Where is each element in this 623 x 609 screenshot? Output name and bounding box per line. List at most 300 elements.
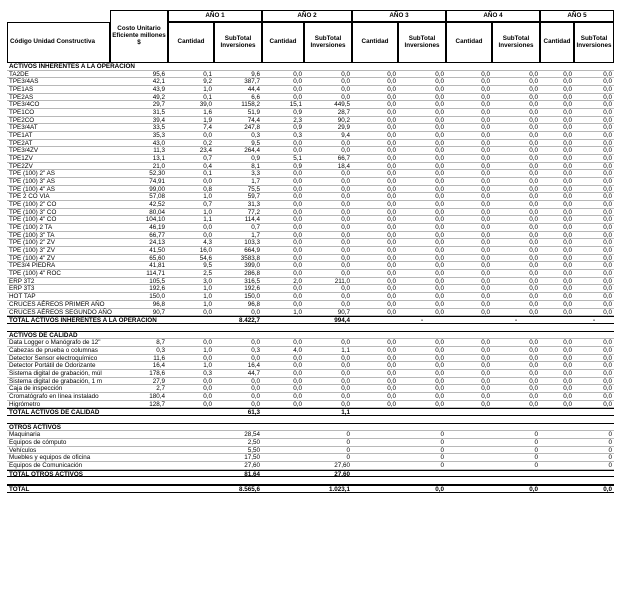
cell: 0,0 [203,392,212,400]
cell: 0,0 [563,400,572,408]
cell: 0,0 [387,346,396,354]
cell: 0,0 [563,139,572,147]
cell: 0,0 [563,216,572,224]
cell: 0,0 [481,193,490,201]
table-body [7,63,614,493]
cell: 0,0 [341,201,350,209]
cell: 0,0 [563,385,572,393]
cell: 1,0 [203,86,212,94]
cell: 0,0 [481,216,490,224]
row-label: Cabezas de prueba o columnas [9,346,98,354]
row-label: TPE (100) 2" ZV [9,239,55,247]
row-label: TPE (100) 4" CO [9,216,57,224]
cell [446,317,492,323]
cell: 9,2 [203,78,212,86]
cell: 33,5 [152,124,165,132]
cell: 74,91 [149,178,165,186]
cell: 0 [534,431,538,439]
row-label: TPE3/4AT [9,124,38,132]
cell [540,409,574,415]
cell: 0,0 [387,155,396,163]
header-code: Código Unidad Constructiva [7,22,110,63]
cell: 0,0 [251,392,260,400]
cell: 0,0 [435,247,444,255]
cell: 0,0 [435,193,444,201]
cell: 0,0 [481,155,490,163]
cell: 29,7 [152,101,165,109]
cell: 0,0 [435,139,444,147]
cell: 7,4 [203,124,212,132]
cell: 0,0 [563,116,572,124]
cell [262,317,304,323]
cell: 0,0 [603,109,612,117]
cell: 0,0 [293,78,302,86]
row-label: TPE3/4AS [9,78,39,86]
grand-total-row [7,485,614,493]
cell: 0,3 [293,132,302,140]
cell: 0,0 [387,147,396,155]
cell: 0,0 [529,116,538,124]
cell: 0,0 [563,369,572,377]
cell: 104,10 [145,216,165,224]
cell: 0,0 [603,262,612,270]
cell: 0 [346,454,350,462]
cell: 0,0 [603,147,612,155]
table-row [7,285,614,293]
row-label: TPE (100) 2 TA [9,224,53,232]
cell: 0,0 [435,70,444,78]
cell: 0,0 [387,93,396,101]
cell [110,486,168,492]
cell: 90,7 [152,308,165,316]
cell [262,462,304,469]
cell: 0,0 [481,362,490,370]
cell: 0,0 [341,369,350,377]
cell: 0,0 [481,369,490,377]
table-row [7,193,614,201]
cell: 0,0 [387,185,396,193]
cell: 41,50 [149,247,165,255]
cell: 0,0 [387,208,396,216]
row-label: TPE (100) 2" CO [9,201,57,209]
cell: 0 [346,446,350,454]
cell: 0,0 [341,216,350,224]
cell: 0,0 [481,132,490,140]
cell: 0,0 [603,185,612,193]
cell: 0,0 [387,170,396,178]
table-row [7,247,614,255]
cell: 0,0 [387,224,396,232]
cell: 2,7 [156,385,165,393]
cell: 0,0 [435,231,444,239]
cell: 150,0 [149,293,165,301]
section-title [7,424,614,432]
cell: 0,0 [481,293,490,301]
cell [398,471,446,477]
cell: 0,0 [341,224,350,232]
cell: 0,0 [603,93,612,101]
cell: 0,0 [435,178,444,186]
table-row [7,401,614,409]
cell: 4,3 [203,239,212,247]
cell: 49,2 [152,93,165,101]
cell: 0,0 [563,231,572,239]
cell: 0,0 [481,392,490,400]
header-qty: Cantidad [540,22,574,63]
row-label: TOTAL OTROS ACTIVOS [9,470,83,478]
cell: 114,71 [146,270,165,278]
cell: 0,0 [563,239,572,247]
cell: 0,0 [435,377,444,385]
table-row [7,370,614,378]
cell: 96,8 [247,300,260,308]
cell: 27,60 [334,470,350,478]
cell: 0,0 [293,354,302,362]
cell: 11,3 [153,147,165,155]
cell: 0,0 [563,377,572,385]
cell: 0,0 [481,308,490,316]
cell: 0,0 [435,170,444,178]
cell: 90,2 [337,116,350,124]
cell: 0,0 [341,70,350,78]
cell: 0,0 [563,70,572,78]
cell: 0,0 [529,231,538,239]
cell [168,439,214,446]
cell: 0,0 [603,308,612,316]
cell: 0,0 [563,147,572,155]
cell: 35,3 [152,132,165,140]
header-unit-cost: Costo Unitario Eficiente millones $ [110,10,168,63]
cell: 27,9 [152,377,165,385]
cell: 0,0 [529,155,538,163]
cell: 0,0 [603,139,612,147]
row-label: CRUCES AÉREOS SEGUNDO AÑO [9,308,112,316]
cell: 0,0 [481,224,490,232]
row-label: TPE2AS [9,93,34,101]
cell: 1,7 [251,178,260,186]
cell: 2,0 [293,277,302,285]
cell: 0,0 [481,377,490,385]
cell [168,486,214,492]
cell: 0,0 [341,231,350,239]
cell: 0,4 [203,162,212,170]
cell: 0,0 [603,300,612,308]
cell: 8,7 [156,339,165,347]
cell: 77,2 [247,208,260,216]
cell: 0,0 [481,354,490,362]
cell: 0,0 [481,400,490,408]
cell: 0,0 [603,193,612,201]
cell: 0,0 [293,385,302,393]
cell: 61,3 [247,409,260,417]
row-label: Detector Portátil de Odorizante [9,362,96,370]
cell: 0,0 [435,362,444,370]
cell: 0,0 [387,277,396,285]
table-row [7,278,614,286]
cell: 0,0 [529,86,538,94]
cell: 1,1 [341,409,350,417]
cell: 44,7 [247,369,260,377]
cell: 0 [608,438,612,446]
cell [540,439,574,446]
header-qty: Cantidad [262,22,304,63]
row-label: TPE (100) 3" TA [9,231,55,239]
cell: 0,0 [341,193,350,201]
cell: 0,0 [603,116,612,124]
cell: 0,0 [387,109,396,117]
cell: 0,0 [387,216,396,224]
cell: 0,0 [481,101,490,109]
cell: 0,0 [387,300,396,308]
cell: 0,0 [563,392,572,400]
cell: 0,0 [387,139,396,147]
cell: 0,0 [563,132,572,140]
cell: 0,0 [529,385,538,393]
cell: 42,1 [152,78,165,86]
cell: 52,30 [149,170,165,178]
cell: 54,6 [199,254,212,262]
cell: 0,0 [603,124,612,132]
table-row [7,147,614,155]
cell: 1,0 [203,285,212,293]
cell: 0,0 [293,300,302,308]
header-year-3: AÑO 3 [352,10,446,22]
cell: 0,0 [251,339,260,347]
row-label: TPE (100) 3" ZV [9,247,55,255]
cell: 0,0 [435,78,444,86]
cell: 286,8 [244,270,260,278]
cell: 0,3 [156,346,165,354]
table-row [7,262,614,270]
cell: 0,0 [435,124,444,132]
cell: 0,0 [435,354,444,362]
cell: 0,0 [293,208,302,216]
cell: 0,0 [293,254,302,262]
cell: 0,0 [563,300,572,308]
cell: 16,4 [247,362,260,370]
cell: 0,0 [293,339,302,347]
cell: 0,0 [529,339,538,347]
cell: 0,0 [481,201,490,209]
cell: 0,0 [603,354,612,362]
header-subtotal: SubTotal Inversiones [304,22,352,63]
cell: 0,0 [435,339,444,347]
cell: 0,0 [293,224,302,232]
cell: 0,0 [529,369,538,377]
cell: 39,4 [152,116,165,124]
cell: 1,0 [203,208,212,216]
section-spacer [7,416,614,424]
cell: 316,5 [244,277,260,285]
cell: 0,0 [293,247,302,255]
cell [540,317,574,323]
cell: 1.023,1 [328,485,350,493]
cell [168,431,214,438]
cell: 0,0 [529,392,538,400]
cell: 31,5 [152,109,165,117]
cell: 0,0 [529,224,538,232]
cell [398,409,446,415]
cell: 74,4 [247,116,260,124]
cell: 0,0 [435,300,444,308]
table-row [7,216,614,224]
cell [540,462,574,469]
cell: 0,0 [563,193,572,201]
cell: 0,0 [529,362,538,370]
cell [540,454,574,461]
cell: 0 [534,446,538,454]
row-label: TPE3/4ZV [9,147,39,155]
cell: 0,0 [387,362,396,370]
cell: 0,1 [203,170,212,178]
cell: 0 [346,438,350,446]
row-label: ERP 3T2 [9,277,35,285]
cell: 0,0 [529,300,538,308]
cell [168,317,214,323]
cell: 0 [608,446,612,454]
header-subtotal: SubTotal Inversiones [398,22,446,63]
cell: 0,7 [203,201,212,209]
cell: 0,0 [563,170,572,178]
table-row [7,255,614,263]
row-label: Cromatógrafo en línea instalado [9,392,99,400]
table-row [7,293,614,301]
table-row [7,270,614,278]
cell: 0,0 [481,109,490,117]
row-label: Vehículos [9,446,37,454]
cell: 0,0 [481,162,490,170]
cell [352,317,398,323]
cell: 0 [440,454,444,462]
cell: 42,52 [149,201,165,209]
cell [110,447,168,454]
cell: 0,0 [563,109,572,117]
cell: 0,0 [529,132,538,140]
cell: 0,0 [603,339,612,347]
cell: 1158,2 [241,101,260,109]
cell: 0,0 [529,78,538,86]
cell: 0,0 [603,485,612,493]
row-label: TPE (100) 4" ROC [9,270,61,278]
cell: 3,3 [251,170,260,178]
cell: 9,6 [251,70,260,78]
cell: 192,6 [244,285,260,293]
cell: 0,0 [203,400,212,408]
table-row [7,447,614,455]
cell [168,454,214,461]
cell: 0,0 [603,247,612,255]
cell: 0,0 [603,285,612,293]
cell: 0,0 [435,147,444,155]
cell: 0,0 [529,139,538,147]
cell: 128,7 [149,400,165,408]
cell: 0,0 [387,254,396,262]
table-row [7,385,614,393]
cell [574,471,614,477]
cell: 211,0 [334,277,350,285]
section-spacer [7,324,614,332]
cell: - [592,317,596,325]
cell: 0,0 [529,201,538,209]
row-label: TPE1AS [9,86,34,94]
table-row [7,232,614,240]
cell: 1,0 [203,193,212,201]
cell: 0,0 [481,78,490,86]
cell: 0,0 [435,369,444,377]
cell [262,409,304,415]
row-label: HOT TAP [9,293,36,301]
cell: 0,0 [387,377,396,385]
cell: 0,0 [203,178,212,186]
cell: 0,0 [563,201,572,209]
cell: 15,1 [289,101,302,109]
cell: 0,0 [293,392,302,400]
table-row [7,124,614,132]
cell [492,409,540,415]
cell: 0,0 [387,293,396,301]
cell: 0,0 [341,385,350,393]
cell: 0,0 [435,101,444,109]
cell: 0,0 [435,385,444,393]
cell: 0,0 [481,231,490,239]
cell: 0 [440,438,444,446]
cell: 0,0 [481,262,490,270]
table-row [7,163,614,171]
cell: 0,0 [341,400,350,408]
cell: 0,0 [341,377,350,385]
cell: 57,08 [149,193,165,201]
cell: 0,0 [481,254,490,262]
cell: 0,0 [563,93,572,101]
cell: 0,0 [293,147,302,155]
cell: 0,9 [293,109,302,117]
cell: 0,0 [293,369,302,377]
table-row [7,170,614,178]
cell: 0,0 [341,93,350,101]
cell: 150,0 [244,293,260,301]
table-row [7,224,614,232]
row-label: Sistema digital de grabación, múl [9,369,102,377]
cell: 0,0 [529,109,538,117]
cell: 0,0 [435,208,444,216]
cell: 0,0 [293,139,302,147]
cell: 0,0 [341,392,350,400]
cell [352,431,398,438]
cell: 0 [608,431,612,439]
cell: 192,6 [149,285,165,293]
row-label: TOTAL ACTIVOS DE CALIDAD [9,409,100,417]
cell: 0,0 [435,224,444,232]
cell: 23,4 [199,147,212,155]
cell: 0,0 [387,392,396,400]
cell: 0,0 [529,485,538,493]
cell: 41,81 [149,262,165,270]
cell: 0,0 [387,70,396,78]
table-row [7,155,614,163]
cell: 3583,8 [240,254,260,262]
cell: 16,0 [199,247,212,255]
row-label: TPE1AT [9,132,33,140]
cell: 90,7 [337,308,350,316]
cell: 0,0 [341,354,350,362]
cell: 0,0 [603,162,612,170]
table-row [7,378,614,386]
cell: 51,9 [247,109,260,117]
cell [540,447,574,454]
cell [540,431,574,438]
section-spacer [7,477,614,485]
cell: 29,9 [337,124,350,132]
